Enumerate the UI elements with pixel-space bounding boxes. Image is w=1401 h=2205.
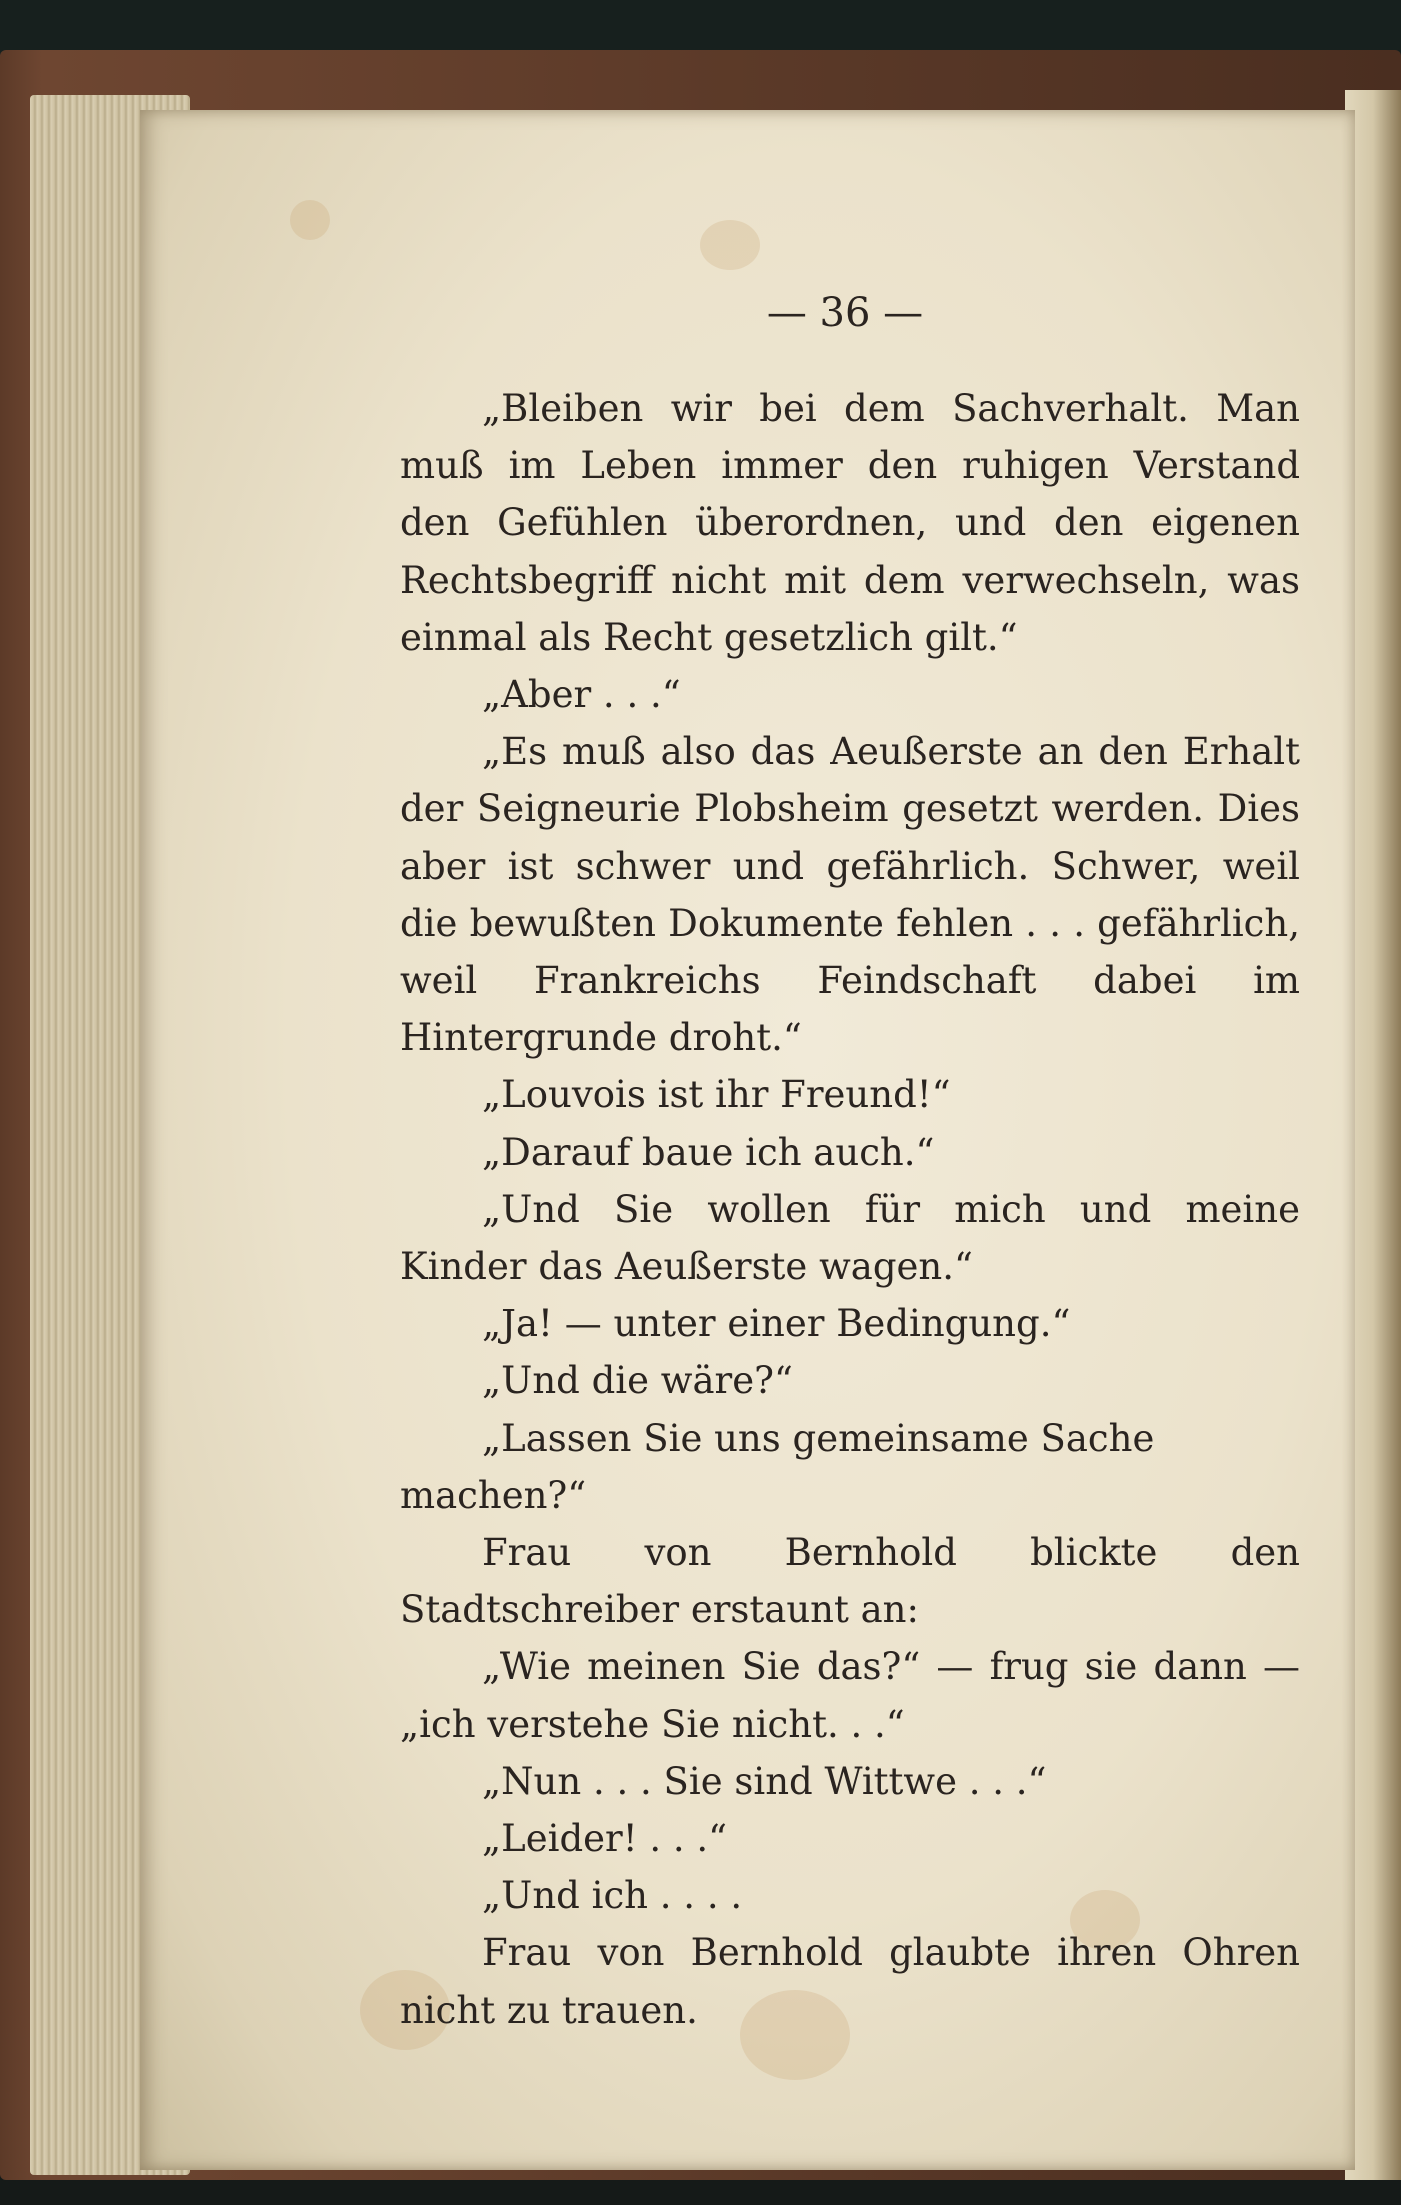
paragraph: „Darauf baue ich auch.“ <box>482 1130 935 1174</box>
paragraph: Frau von Bernhold glaubte ihren Ohren nicht zu trauen. <box>400 1931 1300 2032</box>
paragraph: „Ja! — unter einer Bedingung.“ <box>482 1302 1071 1346</box>
paragraph: „Und ich . . . . <box>482 1874 743 1918</box>
paragraph: „Es muß also das Aeußerste an den Erhalt der Seigneurie Plobsheim gesetzt werden. Dies aber ist schwer und gefährlich. Schwer, weil die bewußten Dokumente fehlen . . . gefährlich, weil Frankreichs Feindschaft dabei im Hintergrunde droht.“ <box>400 730 1300 1060</box>
paragraph: Frau von Bernhold blickte den Stadtschreiber erstaunt an: <box>400 1531 1300 1632</box>
paper-stain <box>700 220 760 270</box>
paragraph: „Und Sie wollen für mich und meine Kinder das Aeußerste wagen.“ <box>400 1187 1300 1289</box>
page-number: — 36 — <box>766 290 924 336</box>
paragraph: „Nun . . . Sie sind Wittwe . . .“ <box>482 1759 1047 1803</box>
paragraph: „Bleiben wir bei dem Sachverhalt. Man muß im Leben immer den ruhigen Verstand den Gefühlen überordnen, und den eigenen Rechtsbegriff nicht mit dem verwechseln, was einmal als Recht gesetzlich gilt.“ <box>400 387 1300 659</box>
paragraph: „Louvois ist ihr Freund!“ <box>482 1073 951 1117</box>
paragraph: „Leider! . . .“ <box>482 1817 728 1861</box>
paragraph: „Aber . . .“ <box>482 673 681 717</box>
paragraph: „Und die wäre?“ <box>482 1359 793 1403</box>
body-text <box>400 380 1300 2039</box>
paper-stain <box>290 200 330 240</box>
paragraph: „Wie meinen Sie das?“ — frug sie dann — „ich verstehe Sie nicht. . .“ <box>400 1645 1300 1746</box>
paragraph: „Lassen Sie uns gemeinsame Sache machen?“ <box>400 1416 1155 1517</box>
